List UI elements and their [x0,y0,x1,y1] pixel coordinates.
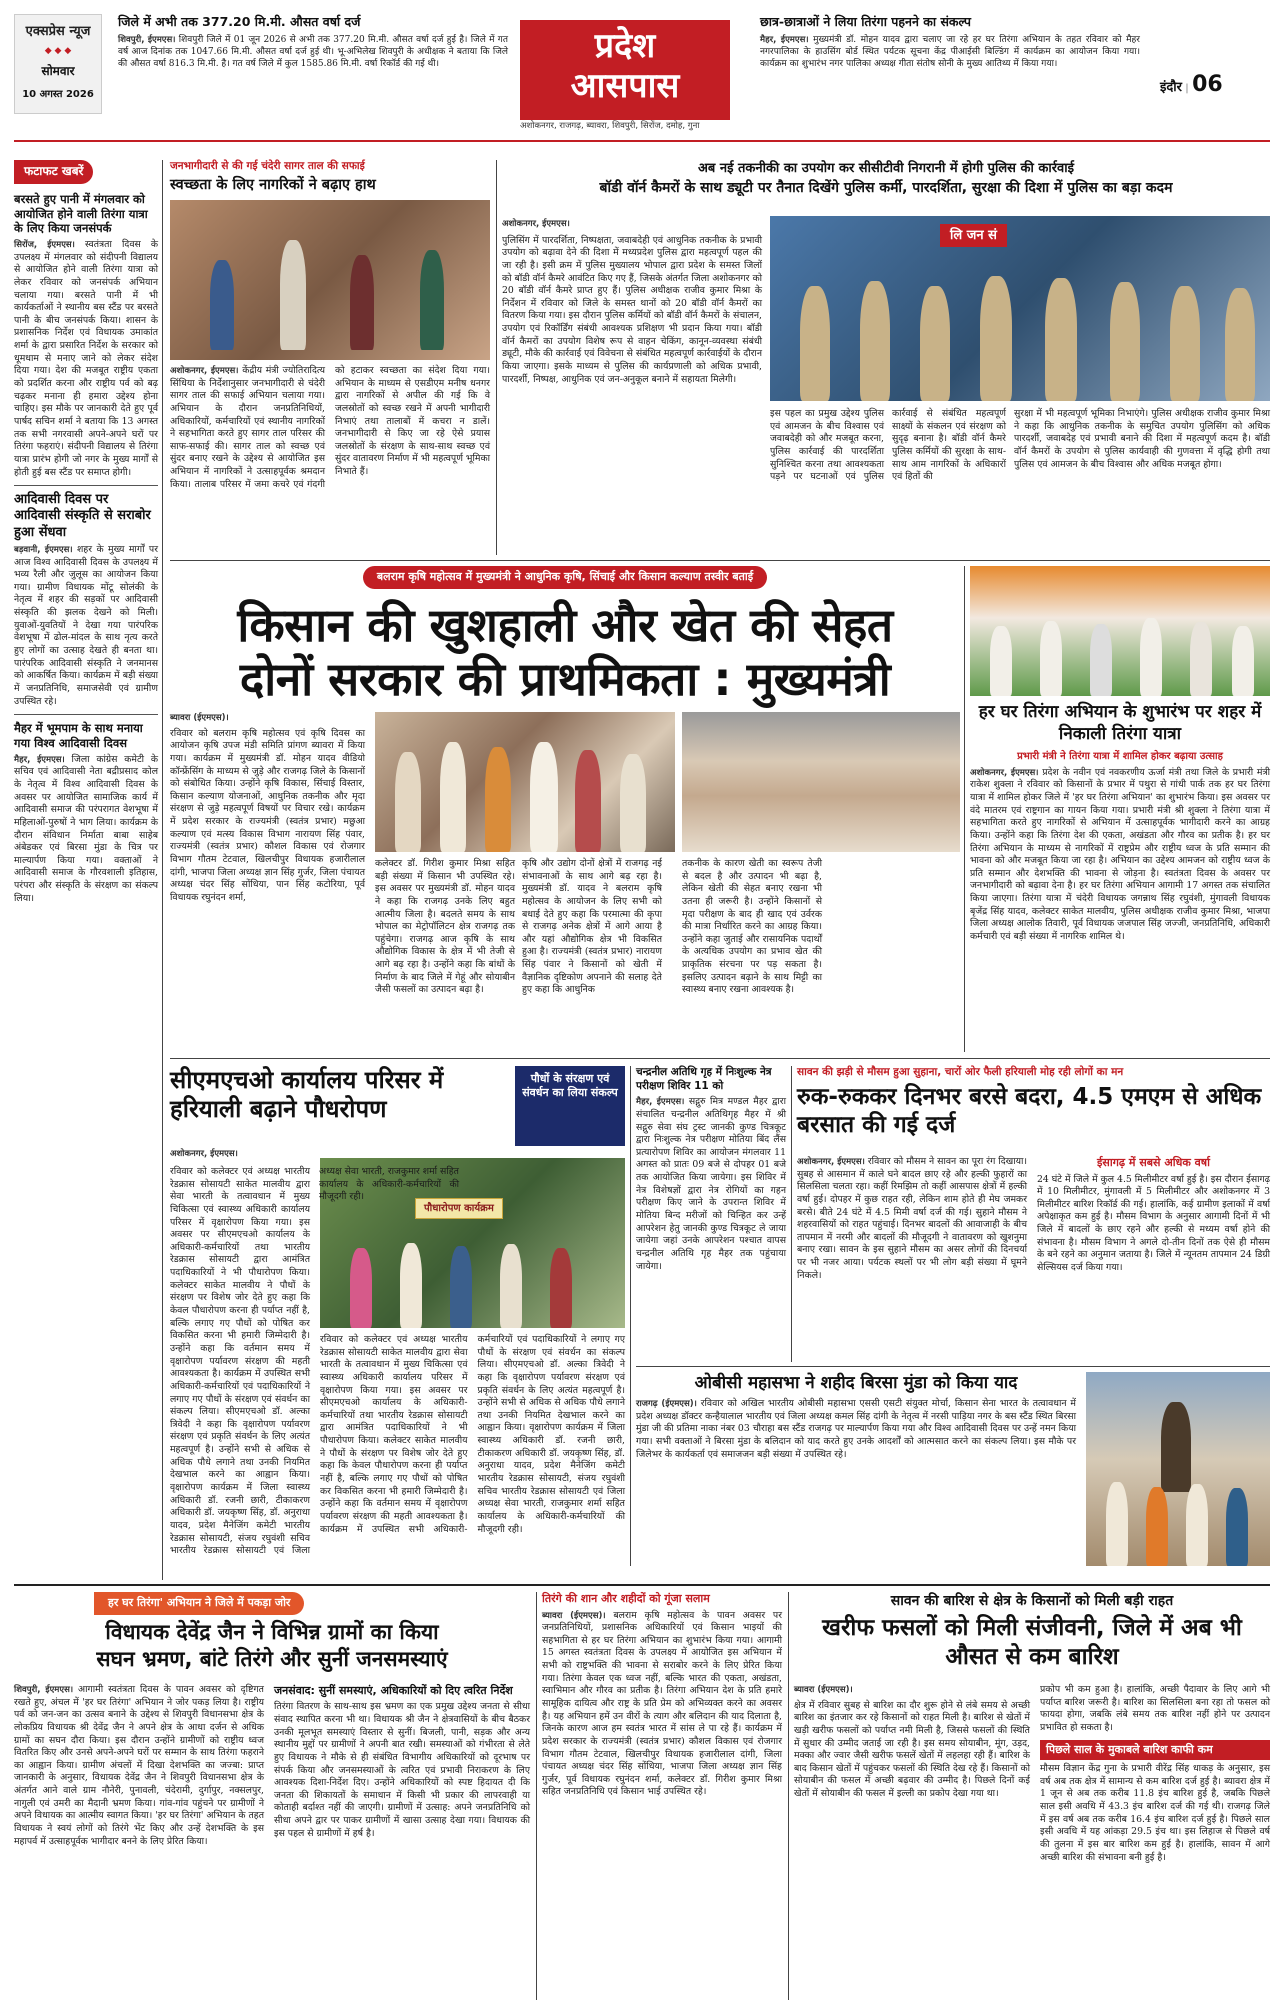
chanderi-story [170,160,490,555]
top-left-news [118,14,508,114]
dateline: ब्यावरा (ईएमएस)। [170,713,229,723]
headline: छात्र-छात्राओं ने लिया तिरंगा पहनने का संकल्प [760,14,971,29]
sub-headline: जनसंवाद: सुनीं समस्याएं, अधिकारियों को दिए त्वरित निर्देश [274,1684,513,1697]
city: इंदौर [1160,80,1182,95]
story3-headline: मैहर में भूमपाम के साथ मनाया गया विश्व आदिवासी दिवस [14,721,143,750]
body-right: 24 घंटे में जिले में कुल 4.5 मिलीमीटर वर्षा हुई है। इस दौरान ईसागढ़ में 10 मिलीमीटर, मुंगावली में 5 मिलीमीटर और अशोकनगर में 3 मिलीमीटर बारिश रिकॉर्ड की गई। हालांकि, कई ग्रामीण इलाकों में वर्षा अपेक्षाकृत कम हुई है। मौसम विभाग के अनुसार आगामी दिनों में भी जिले में बादलों के छाए रहने और हल्की से मध्यम वर्षा होने की संभावना है। मौसम विभाग ने अगले दो-तीन दिनों तक ऐसे ही मौसम के बने रहने का अनुमान जताया है। जिले में न्यूनतम तापमान 24 डिग्री सेल्सियस दर्ज किया गया। [1037,1173,1270,1273]
body-continued: रविवार को कलेक्टर एवं अध्यक्ष भारतीय रेडक्रास सोसायटी साकेत मालवीय द्वारा सेवा भारती के तत्वावधान में मुख्य चिकित्सा एवं स्वास्थ्य अधिकारी कार्यालय परिसर में वृक्षारोपण किया गया। इस अवसर पर सीएमएचओ कार्यालय के अधिकारी-कर्मचारियों तथा भारतीय रेडक्रास सोसायटी द्वारा आमंत्रित पदाधिकारियों ने भी पौधारोपण किया। कलेक्टर साकेत मालवीय ने पौधों के संरक्षण पर विशेष जोर देते हुए कहा कि केवल पौधारोपण करना ही पर्याप्त नहीं है, बल्कि लगाए गए पौधों को पोषित कर विकसित करना भी हमारी जिम्मेदारी है। उन्होंने कहा कि वर्तमान समय में वृक्षारोपण पर्यावरण संरक्षण की महती आवश्यकता है। कार्यक्रम में उपस्थित सभी अधिकारी-कर्मचारियों एवं पदाधिकारियों ने लगाए गए पौधों के संरक्षण एवं संवर्धन का संकल्प लिया। सीएमएचओ डॉ. अल्का त्रिवेदी ने कहा कि वृक्षारोपण पर्यावरण संरक्षण एवं प्रकृति संवर्धन के लिए अत्यंत महत्वपूर्ण है। उन्होंने सभी से अधिक से अधिक पौधे लगाने तथा उनकी नियमित देखभाल करने का आह्वान किया। वृक्षारोपण कार्यक्रम में जिला स्वास्थ्य अधिकारी डॉ. रजनी छारी, टीकाकरण अधिकारी डॉ. जयकृष्ण सिंह, डॉ. अनुराधा यादव, प्रदेश मैनेजिंग कमेटी भारतीय रेडक्रास सोसायटी, संजय रघुवंशी सचिव भारतीय रेडक्रास सोसायटी एवं जिला अध्यक्ष सेवा भारती, राजकुमार शर्मा सहित कार्यालय के अधिकारी-कर्मचारियों की मौजूदगी रही। [320,1334,625,1535]
page-number: 06 [1192,72,1223,97]
headline-line-2: दोनों सरकार की प्राथमिकता : मुख्यमंत्री [239,652,891,706]
body-right: सुरक्षा में भी महत्वपूर्ण भूमिका निभाएंगे। पुलिस अधीक्षक राजीव कुमार मिश्रा ने कहा कि आधुनिक तकनीक के समुचित उपयोग पुलिसिंग को अधिक पारदर्शी, जवाबदेह एवं प्रभावी बनाने की दिशा में महत्वपूर्ण कदम है। बॉडी वॉर्न कैमरों के उपयोग से पुलिस कार्यवाही की गुणवत्ता में वृद्धि होगी तथा पुलिस एवं आमजन के बीच विश्वास और अधिक मजबूत होगा। [1014,408,1270,470]
dateline: अशोकनगर, ईएमएस। [797,1157,865,1167]
headline: जिले में अभी तक 377.20 मि.मी. औसत वर्षा दर्ज [118,14,361,29]
dateline: शिवपुरी, ईएमएस। [14,1685,74,1695]
subhead: प्रभारी मंत्री ने तिरंगा यात्रा में शामिल होकर बढ़ाया उत्साह [1017,750,1223,762]
section-title-2: आसपास [570,66,680,106]
stage-photo [375,712,675,852]
kicker: बलराम कृषि महोत्सव में मुख्यमंत्री ने आधुनिक कृषि, सिंचाई और किसान कल्याण तस्वीर बताई [363,566,767,589]
headline: हर घर तिरंगा अभियान के शुभारंभ पर शहर में निकाली तिरंगा यात्रा [978,702,1262,744]
column-divider [630,1066,631,1566]
body: रविवार को कलेक्टर एवं अध्यक्ष भारतीय रेडक्रास सोसायटी साकेत मालवीय द्वारा सेवा भारती के तत्वावधान में मुख्य चिकित्सा एवं स्वास्थ्य अधिकारी कार्यालय परिसर में वृक्षारोपण किया गया। इस अवसर पर सीएमएचओ कार्यालय के अधिकारी-कर्मचारियों तथा भारतीय रेडक्रास सोसायटी द्वारा आमंत्रित पदाधिकारियों ने भी पौधारोपण किया। कलेक्टर साकेत मालवीय ने पौधों के संरक्षण पर विशेष जोर देते हुए कहा कि केवल पौधारोपण करना ही पर्याप्त नहीं है, बल्कि लगाए गए पौधों को पोषित कर विकसित करना भी हमारी जिम्मेदारी है। उन्होंने कहा कि वर्तमान समय में वृक्षारोपण पर्यावरण संरक्षण की महती आवश्यकता है। कार्यक्रम में उपस्थित सभी अधिकारी-कर्मचारियों एवं पदाधिकारियों ने लगाए गए पौधों के संरक्षण एवं संवर्धन का संकल्प लिया। सीएमएचओ डॉ. अल्का त्रिवेदी ने कहा कि वृक्षारोपण पर्यावरण संरक्षण एवं प्रकृति संवर्धन के लिए अत्यंत महत्वपूर्ण है। उन्होंने सभी से अधिक से अधिक पौधे लगाने तथा उनकी नियमित देखभाल करने का आह्वान किया। वृक्षारोपण कार्यक्रम में जिला स्वास्थ्य अधिकारी डॉ. रजनी छारी, टीकाकरण अधिकारी डॉ. जयकृष्ण सिंह, डॉ. अनुराधा यादव, प्रदेश मैनेजिंग कमेटी भारतीय रेडक्रास सोसायटी, संजय रघुवंशी सचिव भारतीय रेडक्रास सोसायटी एवं जिला [170,1166,310,1557]
issue-day: सोमवार [41,64,75,79]
body: प्रदेश के नवीन एवं नवकरणीय ऊर्जा मंत्री तथा जिले के प्रभारी मंत्री राकेश शुक्ला ने रविवार को किसानों के प्रभार में पथुरा से गांधी पार्क तक हर घर तिरंगा यात्रा में शामिल होकर जिले में 'हर घर तिरंगा अभियान' का शुभारंभ किया। इस अवसर पर वंदे मातरम एवं राष्ट्रगान का गायन किया गया। प्रभारी मंत्री श्री शुक्ला ने तिरंगा यात्रा में सहभागिता करते हुए नागरिकों से अभियान में उत्साहपूर्वक भागीदारी करने का आग्रह किया। उन्होंने कहा कि तिरंगा देश की एकता, अखंडता और गौरव का प्रतीक है। हर घर तिरंगा अभियान के माध्यम से नागरिकों में राष्ट्रप्रेम और राष्ट्रीय ध्वज के प्रति सम्मान की भावना को और मजबूत किया जा रहा है। अभियान का उद्देश्य आमजन को राष्ट्रीय ध्वज के प्रति सम्मान और देशभक्ति की भावना से जोड़ना है। स्वतंत्रता दिवस के अवसर पर जनभागीदारी को बढ़ावा देना है। हर घर तिरंगा अभियान आगामी 17 अगस्त तक संचालित किया जाएगा। तिरंगा यात्रा में चंदेरी विधायक जगन्नाथ सिंह रघुवंशी, मुंगावली विधायक बृजेंद्र सिंह यादव, कलेक्टर साकेत मालवीय, पुलिस अधीक्षक राजीव कुमार मिश्रा, भाजपा जिला अध्यक्ष आलोक तिवारी, पूर्व विधायक जजपाल सिंह जज्जी, जनप्रतिनिधि, अधिकारी कर्मचारी एवं बड़ी संख्या में नागरिक शामिल थे। [970,766,1270,943]
kicker: सावन की बारिश से क्षेत्र के किसानों को मिली बड़ी राहत [890,1593,1174,1609]
issue-date: 10 अगस्त 2026 [22,88,94,100]
cleaning-photo [170,200,490,360]
top-right-news [760,14,1140,124]
dateline: ब्यावरा (ईएमएस)। [542,1610,606,1621]
body-col-1: रविवार को बलराम कृषि महोत्सव एवं कृषि दिवस का आयोजन कृषि उपज मंडी समिति प्रांगण ब्यावरा में किया गया। कार्यक्रम में मुख्यमंत्री डॉ. मोहन यादव वीडियो कॉन्फ्रेंसिंग के माध्यम से जुड़े और राजगढ़ जिले के किसानों को संबोधित किया। उन्होंने कृषि विकास, सिंचाई विस्तार, किसान कल्याण योजनाओं, आधुनिक तकनीक और मृदा संरक्षण से जुड़े महत्वपूर्ण विषयों पर विचार रखे। कार्यक्रम में प्रदेश सरकार के राज्यमंत्री (स्वतंत्र प्रभार) मछुआ कल्याण एवं मत्स्य विकास विभाग नारायण सिंह पंवार, राज्यमंत्री (स्वतंत्र प्रभार) कौशल विकास एवं रोजगार विभाग गौतम टेटवाल, खिलचीपुर विधायक हजारीलाल दांगी, भाजपा जिला अध्यक्ष ज्ञान सिंह गुर्जर, जिला पंचायत अध्यक्ष चंदर सिंह सोंधिया, पान सिंह कटोरिया, पूर्व विधायक रघुनंदन शर्मा, [170,727,365,903]
fatafat-label: फटाफट खबरें [14,160,93,184]
column-divider [964,566,965,1052]
districts-strip: अशोकनगर, राजगढ़, ब्यावरा, शिवपुरी, सिरोंज, दमोह, गुना [520,121,700,131]
body-col-4: तकनीक के कारण खेती का स्वरूप तेजी से बदल है और उत्पादन भी बढ़ा है, लेकिन खेती की सेहत बनाए रखना भी उतना ही जरूरी है। उन्होंने किसानों से मृदा परीक्षण के बाद ही खाद एवं उर्वरक की मात्रा निर्धारित करने का आग्रह किया। उन्होंने कहा जुताई और रासायनिक पदार्थों के अत्यधिक उपयोग का प्रभाव खेत की प्राकृतिक संरचना पर पड़ सकता है। इसलिए उत्पादन बढ़ाने के साथ मिट्टी का स्वास्थ्य बनाए रखना आवश्यक है। [682,858,822,996]
body-mid: इस पहल का प्रमुख उद्देश्य पुलिस एवं आमजन के बीच विश्वास एवं जवाबदेही को और मजबूत करना, पुलिस कार्रवाई की पारदर्शिता सुनिश्चित करना तथा आवश्यकता पड़ने पर घटनाओं एवं पुलिस कार्रवाई से संबंधित महत्वपूर्ण साक्ष्यों के संकलन एवं संरक्षण को सुदृढ़ बनाना है। बॉडी वॉर्न कैमरे पुलिस कर्मियों की सुरक्षा के साथ-साथ आम नागरिकों के अधिकारों एवं हितों की [770,408,1006,483]
story1-body: स्वतंत्रता दिवस के उपलक्ष्य में मंगलवार को संदीपनी विद्यालय से आयोजित होने वाली तिरंगा यात्रा को लेकर रविवार को जनसंपर्क अभियान चलाया गया। बरसते पानी में भी कार्यकर्ताओं ने स्थानीय बस स्टैंड पर बरसते पानी के बीच जनसंपर्क किया। शासन के प्रशासनिक निर्देश एवं विधायक उमाकांत शर्मा के द्वारा प्रसारित निर्देश के सरकार को धूमधाम से मनाए जाने को लेकर संदेश दिया गया। देश की मजबूत राष्ट्रीय एकता को प्रदर्शित करना और राष्ट्रीय पर्व को बढ़ चढ़कर मनाना ही हमारा उद्देश्य होना चाहिए। इस मौके पर जानकारी देते हुए पूर्व पार्षद सचिन शर्मा ने बताया कि 13 अगस्त तक सभी नगरवासी अपने-अपने घरों पर तिरंगा फहराएं। संदीपनी विद्यालय से तिरंगा यात्रा प्रारंभ होगी जो नगर के मुख्य मार्गों से होती हुई बस स्टैंड पर समाप्त होगी। [14,238,158,478]
story1-headline: बरसते हुए पानी में मंगलवार को आयोजित होने वाली तिरंगा यात्रा के लिए किया जनसंपर्क [14,191,148,236]
headline: खरीफ फसलों को मिली संजीवनी, जिले में अब भी औसत से कम बारिश [822,1615,1242,1671]
column-divider [496,160,497,555]
kisan-story [170,712,960,1052]
sidebar-tag: पौधों के संरक्षण एवं संवर्धन का लिया संकल्प [515,1066,625,1146]
martyrs-story [542,1592,782,2000]
eye-camp-story [636,1066,786,1362]
section-rule [636,1366,1270,1367]
body: बलराम कृषि महोत्सव के पावन अवसर पर जनप्रतिनिधियों, प्रशासनिक अधिकारियों एवं किसान भाइयों की सहभागिता से हर घर तिरंगा अभियान का शुभारंभ किया गया। आगामी 15 अगस्त स्वतंत्रता दिवस के उपलक्ष्य में आयोजित इस अभियान में सभी को राष्ट्रभक्ति की भावना से सराबोर करने के लिए प्रेरित किया गया। तिरंगा केवल एक ध्वज नहीं, बल्कि भारत की एकता, अखंडता, स्वाभिमान और गौरव का प्रतीक है। तिरंगा अभियान देश के प्रति हमारे सामूहिक दायित्व और राष्ट्र के प्रति प्रेम को अभिव्यक्त करने का अवसर है। यह अभियान हमें उन वीरों के त्याग और बलिदान की याद दिलाता है, जिनके कारण आज हम स्वतंत्र भारत में सांस ले पा रहे हैं। कार्यक्रम में प्रदेश सरकार के राज्यमंत्री (स्वतंत्र प्रभार) कौशल विकास एवं रोजगार विभाग गौतम टेटवाल, खिलचीपुर विधायक हजारीलाल दांगी, जिला पंचायत अध्यक्ष चंदर सिंह सोंधिया, भाजपा जिला अध्यक्ष ज्ञान सिंह गुर्जर, पूर्व विधायक रघुनंदन शर्मा, कलेक्टर डॉ. गिरीश कुमार मिश्रा सहित जनप्रतिनिधि एवं किसान भाई उपस्थित रहे। [542,1609,782,1798]
kharif-story [794,1592,1270,2000]
police-story [502,160,1270,555]
story2-body: शहर के मुख्य मार्गों पर आज विश्व आदिवासी दिवस के उपलक्ष्य में भव्य रैली और जुलूस का आयोजन किया गया। ग्रामीण विधायक मोंटू सोलंकी के नेतृत्व में शहर की सड़कों पर आदिवासी संस्कृति की झलक देखने को मिली। युवाओं-युवतियों ने देखा गया पारंपरिक वेशभूषा में ढोल-मांदल के साथ नृत्य करते हुए लोगों का उत्साह देखते ही बनता था। पारंपरिक आदिवासी संस्कृति ने जनमानस को आकर्षित किया। कार्यक्रम में बड़ी संख्या में जनप्रतिनिधि, समाजसेवी एवं ग्रामीण उपस्थित रहे। [14,543,158,707]
story3-body: जिला कांग्रेस कमेटी के सचिव एवं आदिवासी नेता बद्रीप्रसाद कोल के नेतृत्व में विश्व आदिवासी दिवस के अवसर पर आयोजित सामाजिक कार्य में आदिवासी समाज की परंपरागत वेशभूषा में महिलाओं-पुरुषों ने भाग लिया। कार्यक्रम के दौरान संविधान निर्माता बाबा साहेब अंबेडकर एवं बिरसा मुंडा के चित्र पर माल्यार्पण किया गया। वक्ताओं ने आदिवासी समाज के गौरवशाली इतिहास, परंपरा और संस्कृति के संरक्षण का संकल्प लिया। [14,753,158,904]
body-left: पुलिसिंग में पारदर्शिता, निष्पक्षता, जवाबदेही एवं आधुनिक तकनीक के प्रभावी उपयोग को बढ़ावा देने की दिशा में मध्यप्रदेश पुलिस द्वारा महत्वपूर्ण पहल की जा रही है। इसी क्रम में पुलिस मुख्यालय भोपाल द्वारा प्रदेश के समस्त जिलों को बॉडी वॉर्न कैमरे आवंटित किए गए हैं, जिसके अंतर्गत जिला अशोकनगर को 20 बॉडी वॉर्न कैमरे प्राप्त हुए हैं। पुलिस अधीक्षक राजीव कुमार मिश्रा के निर्देशन में रविवार को जिले के समस्त थानों को 20 बॉडी वॉर्न कैमरों का वितरण किया गया। इस दौरान पुलिस कर्मियों को बॉडी वॉर्न कैमरों के संचालन, उपयोग एवं रिकॉर्डिंग संबंधी आवश्यक प्रशिक्षण भी प्रदान किया गया। बॉडी वॉर्न कैमरों का उपयोग विशेष रूप से वाहन चेकिंग, कानून-व्यवस्था संबंधी ड्यूटी, मौके की कार्रवाई एवं विवेचना से संबंधित महत्वपूर्ण कार्रवाईयों के दौरान किया जाएगा। इसके माध्यम से पुलिस की कार्यप्रणाली को अधिक प्रभावी, पारदर्शी, निष्पक्ष, आधुनिक एवं जन-अनुकूल बनाने में सहायता मिलेगी। [502,234,762,385]
sub-headline: पिछले साल के मुकाबले बारिश काफी कम [1040,1740,1270,1761]
dateline: ब्यावरा (ईएमएस)। [794,1685,853,1695]
event-banner: लि जन सं [940,224,1007,247]
body: शिवपुरी जिले में 01 जून 2026 से अभी तक 377.20 मि.मी. औसत वर्षा दर्ज हुई है। जिले में गत वर्ष आज दिनांक तक 1047.66 मि.मी. औसत वर्षा दर्ज हुई थी। भू-अभिलेख शिवपुरी के अधीक्षक ने बताया कि जिले की औसत वर्षा 816.3 मि.मी. है। गत वर्ष जिले में कुल 1585.86 मि.मी. वर्षा रिकॉर्ड की गई थी। [118,34,508,70]
event-banner: पौधारोपण कार्यक्रम [415,1198,503,1219]
brand-name: एक्सप्रेस न्यूज [25,24,91,39]
kisan-kicker-strip [170,566,960,592]
headline-line-2: सघन भ्रमण, बांटे तिरंगे और सुनीं जनसमस्याएं [96,1646,448,1671]
column-divider [791,1066,792,1362]
headline: बॉडी वॉर्न कैमरों के साथ ड्यूटी पर तैनात दिखेंगे पुलिस कर्मी, पारदर्शिता, सुरक्षा की दिशा में पुलिस का बड़ा कदम [599,180,1173,197]
section-title-1: प्रदेश [594,26,656,66]
headline: ओबीसी महासभा ने शहीद बिरसा मुंडा को किया याद [694,1373,1018,1393]
story3-dateline: मैहर, ईएमएस। [14,754,65,765]
dateline: अशोकनगर, ईएमएस। [502,219,570,229]
kisan-headline [170,598,960,708]
tiranga-photo [970,566,1270,696]
ribbon: हर घर तिरंगा' अभियान ने जिले में पकड़ा जोर [94,1592,304,1615]
headline: चन्द्रनील अतिथि गृह में निःशुल्क नेत्र परीक्षण शिविर 11 को [636,1066,772,1092]
dateline: मैहर, ईएमएस। [760,34,809,45]
dateline: शिवपुरी, ईएमएस। [118,34,176,45]
fatafat-column [14,160,158,1580]
dateline: राजगढ़ (ईएमएस)। [636,1399,697,1409]
tiranga-story [970,566,1270,1052]
brand-box [14,14,102,114]
body-col-3: कृषि और उद्योग दोनों क्षेत्रों में राजगढ़ नई संभावनाओं के साथ आगे बढ़ रहा है। मुख्यमंत्री डॉ. यादव ने बलराम कृषि महोत्सव के आयोजन के लिए सभी को बधाई देते हुए कहा कि परमात्मा की कृपा से राजगढ़ अनेक क्षेत्रों में आगे आया है और यहां औद्योगिक क्षेत्र भी विकसित हुआ है। राज्यमंत्री (स्वतंत्र प्रभार) नारायण सिंह पंवार ने किसानों को खेती में वैज्ञानिक दृष्टिकोण अपनाने की सलाह देते हुए कहा कि आधुनिक [522,858,662,996]
kicker: तिरंगे की शान और शहीदों को गूंजा सलाम [542,1592,710,1605]
cmho-story [170,1066,625,1566]
brand-ornament: ◆ ◆ ◆ [44,46,72,57]
section-rule [14,1584,1270,1586]
body-col-2: कलेक्टर डॉ. गिरीश कुमार मिश्रा सहित बड़ी संख्या में किसान भी उपस्थित रहे। इस अवसर पर मुख्यमंत्री डॉ. मोहन यादव ने कहा कि राजगढ़ उनके लिए बहुत आत्मीय जिला है। बदलते समय के साथ भोपाल का मेट्रोपॉलिटन क्षेत्र राजगढ़ तक पहुंचेगा। राजगढ़ आज कृषि के साथ औद्योगिक विकास के क्षेत्र में भी तेजी से आगे बढ़ रहा है। उन्होंने कहा कि बांधों के निर्माण के बाद जिले में गेहूं और सोयाबीन जैसी फसलों का उत्पादन बढ़ा है। [375,858,515,996]
column-divider [536,1592,537,2000]
dateline: अशोकनगर, ईएमएस। [170,1149,238,1159]
body: सद्गुरु मित्र मण्डल मैहर द्वारा संचालित चन्द्रनील अतिथिगृह मैहर में श्री सद्गुरु सेवा संघ ट्रस्ट जानकी कुण्ड चित्रकूट द्वारा निःशुल्क नेत्र परीक्षण मोतिया बिंद लैंस प्रत्यारोपण शिविर का आयोजन मंगलवार 11 अगस्त को प्रातः 09 बजे से दोपहर 01 बजे तक आयोजित किया जायेगा। इस शिविर में नेत्र विशेषज्ञों द्वारा नेत्र रोगियों का गहन परीक्षण किए जाने के उपरान्त शिविर में मोतिया बिन्द मरीजों को चिन्हित कर उन्हें आपरेशन हेतु जानकी कुण्ड चित्रकूट ले जाया जायेगा जहां उनके आपरेशन पश्चात वापस चन्द्रनील अतिथि गृह मैहर तक पहुंचाया जायेगा। [636,1096,786,1272]
section-rule [170,560,1270,561]
body: आगामी स्वतंत्रता दिवस के पावन अवसर को दृष्टिगत रखते हुए, अंचल में 'हर घर तिरंगा' अभियान ने जोर पकड़ लिया है। राष्ट्रीय पर्व को जन-जन का उत्सव बनाने के उद्देश्य से शिवपुरी विधानसभा क्षेत्र के लोकप्रिय विधायक श्री देवेंद्र जैन ने अपने क्षेत्र के आधा दर्जन से अधिक ग्रामों का सघन दौरा किया। इस दौरान उन्होंने ग्रामीणों को राष्ट्रीय ध्वज वितरित किए और उनसे अपने-अपने घरों पर सम्मान के साथ तिरंगा फहराने का आह्वान किया। ग्रामीण अंचलों में दिखा देशभक्ति का जज्बा: प्राप्त जानकारी के अनुसार, विधायक देवेंद्र जैन ने शिवपुरी विधानसभा क्षेत्र के अंतर्गत आने वाले ग्राम नौनेरी, पुनावली, चंदेरामी, दुर्गापुर, नक्सलपुर, नागुली एवं उमरी का मैदानी भ्रमण किया। गांव-गांव पहुंचने पर ग्रामीणों ने अपने विधायक का आत्मीय स्वागत किया। 'हर घर तिरंगा' अभियान के तहत विधायक ने स्वयं लोगों को तिरंगे भेंट किए और उन्हें देशभक्ति के इस महापर्व में उत्साहपूर्वक भागीदार बनने के लिए प्रेरित किया। [14,1684,264,1847]
headline: सीएमएचओ कार्यालय परिसर में हरियाली बढ़ाने पौधरोपण [170,1066,444,1124]
story2-headline: आदिवासी दिवस पर आदिवासी संस्कृति से सराबोर हुआ सेंधवा [14,492,151,540]
story1-dateline: सिरोंज, ईएमएस। [14,239,75,250]
headline-line-1: विधायक देवेंद्र जैन ने विभिन्न ग्रामों का किया [105,1619,439,1644]
subhead: ईसागढ़ में सबसे अधिक वर्षा [1097,1156,1210,1169]
kicker: अब नई तकनीकी का उपयोग कर सीसीटीवी निगरानी में होगी पुलिस की कार्रवाई [697,161,1075,176]
audience-photo [682,712,960,852]
body-right: प्रकोप भी कम हुआ है। हालांकि, अच्छी पैदावार के लिए आगे भी पर्याप्त बारिश जरूरी है। बारिश का सिलसिला बना रहा तो फसल को फायदा होगा, जबकि लंबे समय तक बारिश नहीं होने पर उत्पादन प्रभावित हो सकता है। [1040,1684,1270,1733]
masthead-rule [14,140,1270,142]
headline-line-1: किसान की खुशहाली और खेत की सेहत [237,598,893,652]
jain-story [14,1592,530,2000]
kicker: जनभागीदारी से की गई चंदेरी सागर ताल की सफाई [170,160,365,172]
body: रविवार को अखिल भारतीय ओबीसी महासभा एससी एसटी संयुक्त मोर्चा, किसान सेना भारत के तत्वावधान में प्रदेश अध्यक्ष डॉक्टर कन्हैयालाल भारतीय एवं जिला अध्यक्ष कमल सिंह दांगी के नेतृत्व में नरसी पाड़िया नगर के बस स्टैंड स्थित बिरसा मुंडा जी की प्रतिमा नाका नंबर 03 चौराहा बस स्टैंड राजगढ़ पर माल्यार्पण किया गया और विश्व आदिवासी दिवस पर उन्हें नमन किया गया। सभी वक्ताओं ने बिरसा मुंडा के बलिदान को याद करते हुए उनके आदर्शों को आत्मसात करने का संकल्प लिया। इस मौके पर जिलेभर के कार्यकर्ता एवं समाजजन बड़ी संख्या में उपस्थित रहे। [636,1398,1076,1460]
headline: स्वच्छता के लिए नागरिकों ने बढ़ाए हाथ [170,176,376,193]
sub-body: मौसम विज्ञान केंद्र गुना के प्रभारी वीरेंद्र सिंह धाकड़ के अनुसार, इस वर्ष अब तक क्षेत्र में सामान्य से कम बारिश दर्ज हुई है। ब्यावरा क्षेत्र में 1 जून से अब तक करीब 11.8 इंच बारिश हुई है, जबकि पिछले साल इसी अवधि में 43.3 इंच बारिश दर्ज की गई थी। राजगढ़ जिले में इस वर्ष अब तक करीब 16.4 इंच बारिश दर्ज हुई है। पिछले साल इसी अवधि में यह आंकड़ा 29.5 इंच था। इस लिहाज से पिछले वर्ष की तुलना में इस बार बारिश कम हुई है। हालांकि, सावन में आगे अच्छी बारिश की संभावना बनी हुई है। [1040,1763,1270,1863]
dateline: अशोकनगर, ईएमएस। [970,767,1039,778]
column-divider [162,160,163,1580]
section-rule [170,1058,1270,1059]
rain-story [797,1066,1270,1362]
statue-photo [1086,1372,1270,1566]
obc-story [636,1372,1270,1566]
section-title-box [520,20,730,120]
police-photo [770,216,1270,401]
body: मुख्यमंत्री डॉ. मोहन यादव द्वारा चलाए जा रहे हर घर तिरंगा अभियान के तहत रविवार को मैहर नगरपालिका के हाउसिंग बोर्ड स्थित पर्यटक सूचना केंद्र पीआईसी बिल्डिंग में कार्यक्रम का आयोजन किया गया। कार्यक्रम का शुभारंभ नगर पालिका अध्यक्ष गीता संतोष सोनी के मुख्य आतिथ्य में किया गया। [760,34,1140,70]
headline: रुक-रुककर दिनभर बरसे बदरा, 4.5 एमएम से अधिक बरसात की गई दर्ज [797,1083,1262,1138]
kicker: सावन की झड़ी से मौसम हुआ सुहाना, चारों ओर फैली हरियाली मोह रही लोगों का मन [797,1066,1124,1078]
dateline: अशोकनगर, ईएमएस। [170,365,239,376]
body: केंद्रीय मंत्री ज्योतिरादित्य सिंधिया के निर्देशानुसार जनभागीदारी से चंदेरी सागर ताल की सफाई अभियान चलाया गया। अभियान के दौरान जनप्रतिनिधियों, अधिकारियों, कर्मचारियों एवं स्थानीय नागरिकों ने सहभागिता करते हुए सागर ताल परिसर की साफ-सफाई की। सागर ताल को स्वच्छ एवं सुंदर बनाए रखने के उद्देश्य से आयोजित इस अभियान में नागरिकों ने उत्साहपूर्वक श्रमदान किया। तालाब परिसर में जमा कचरे एवं गंदगी को हटाकर स्वच्छता का संदेश दिया गया। अभियान के माध्यम से एसडीएम मनीष धनगर द्वारा नागरिकों से अपील की गई कि वे जलस्रोतों को स्वच्छ रखने में अपनी भागीदारी निभाएं तथा तालाबों में कचरा न डालें। जनभागीदारी से किए जा रहे ऐसे प्रयास जलस्रोतों के संरक्षण के साथ-साथ स्वच्छ एवं सुंदर वातावरण निर्माण में भी महत्वपूर्ण भूमिका निभाते हैं। [170,364,490,490]
page-locator: इंदौर | 06 [1160,72,1223,97]
sub-body: तिरंगा वितरण के साथ-साथ इस भ्रमण का एक प्रमुख उद्देश्य जनता से सीधा संवाद स्थापित करना भी था। विधायक श्री जैन ने क्षेत्रवासियों के बीच बैठकर उनकी मूलभूत समस्याएं विस्तार से सुनीं। बिजली, पानी, सड़क और अन्य स्थानीय मुद्दों पर ग्रामीणों ने अपनी बात रखी। समस्याओं को गंभीरता से लेते हुए विधायक ने मौके से ही संबंधित विभागीय अधिकारियों को दूरभाष पर संपर्क किया और जनसमस्याओं के त्वरित एवं प्रभावी निराकरण के लिए आवश्यक दिशा-निर्देश दिए। उन्होंने अधिकारियों को स्पष्ट हिदायत दी कि जनता की शिकायतों के समाधान में किसी भी प्रकार की लापरवाही या कोताही बर्दाश्त नहीं की जाएगी। ग्रामीणों में उत्साह: अपने जनप्रतिनिधि को सीधा अपने द्वार पर पाकर ग्रामीणों में खासा उत्साह देखा गया। विधायक की इस पहल से ग्रामीणों में हर्ष है। [274,1701,530,1839]
dateline: मैहर, ईएमएस। [636,1097,685,1108]
column-divider [788,1592,789,2000]
story2-dateline: बड़वानी, ईएमएस। [14,544,73,555]
body-left: रविवार को मौसम ने सावन का पूरा रंग दिखाया। सुबह से आसमान में काले घने बादल छाए रहे और हल्की फुहारों का सिलसिला चलता रहा। कहीं रिमझिम तो कहीं आसपास क्षेत्रों में हल्की वर्षा हुई। दोपहर में कुछ राहत रही, लेकिन शाम होते ही मेघ जमकर बरसे। बीते 24 घंटे में 4.5 मिमी वर्षा दर्ज की गई। सुहाने मौसम ने शहरवासियों को राहत पहुंचाई। दिनभर बादलों की आवाजाही के बीच तापमान में नरमी और बादलों की मौजूदगी ने वातावरण को खुशनुमा बनाए रखा। सावन के इस सुहाने मौसम का असर लोगों की दिनचर्या पर भी नजर आया। पर्यटक स्थलों पर भी लोग बड़ी संख्या में घूमने निकले। [797,1156,1027,1281]
body-left: क्षेत्र में रविवार सुबह से बारिश का दौर शुरू होने से लंबे समय से अच्छी बारिश का इंतजार कर रहे किसानों को राहत मिली है। बारिश से खेतों में खड़ी खरीफ फसलों को पर्याप्त नमी मिली है, जिससे फसलों की स्थिति में सुधार की उम्मीद जताई जा रही है। इस समय सोयाबीन, मूंग, उड़द, मक्का और ज्वार जैसी खरीफ फसलें खेतों में लहलहा रही हैं। बारिश के बाद किसान खेतों में पहुंचकर फसलों की स्थिति देख रहे हैं। किसानों को सोयाबीन की फसल में अच्छी बढ़वार की उम्मीद है। पिछले दिनों कई खेतों में सोयाबीन की फसल में इल्ली का प्रकोप देखा गया था। [794,1699,1030,1800]
